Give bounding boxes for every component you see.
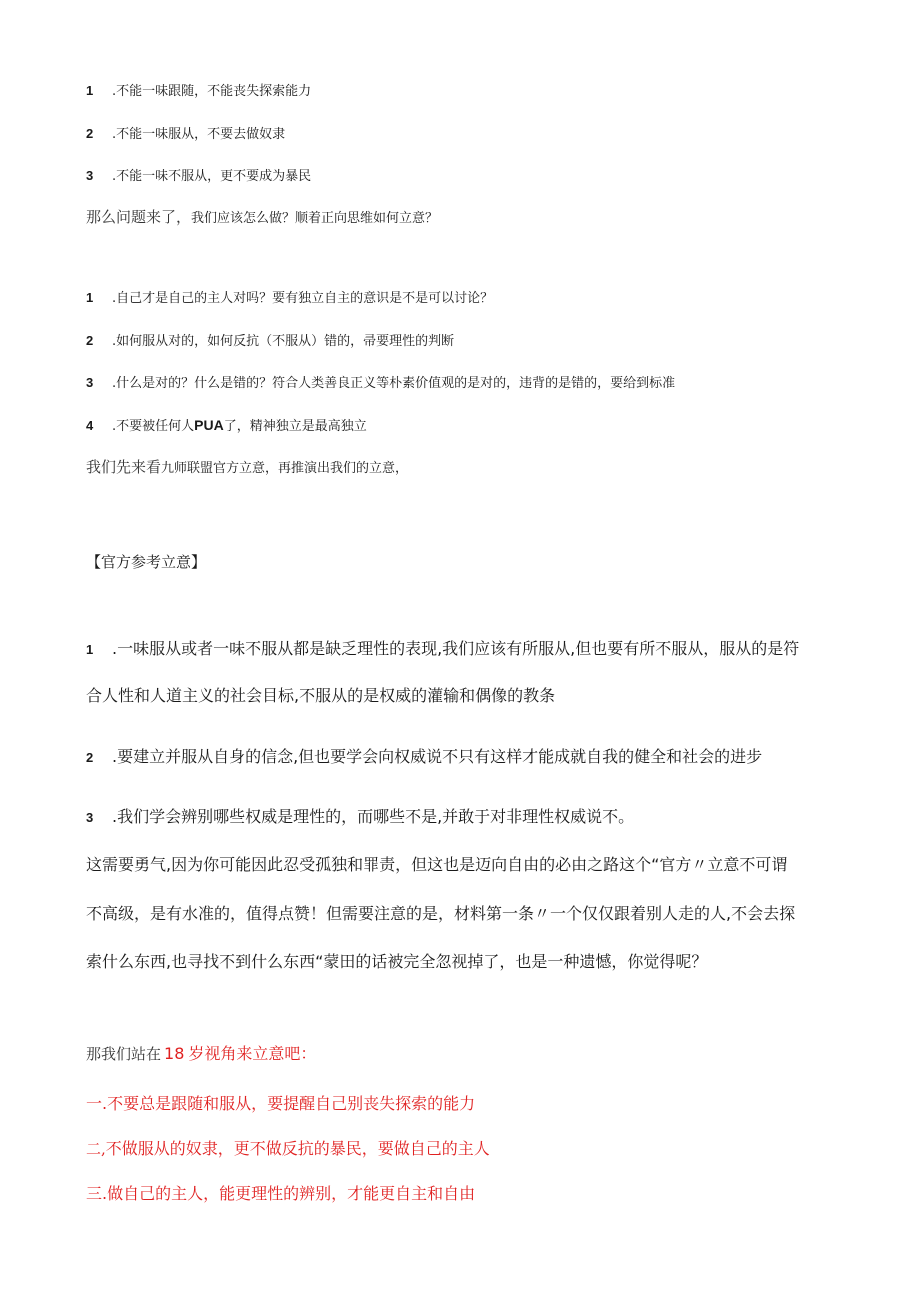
point-text: .一味服从或者一味不服从都是缺乏理性的表现,我们应该有所服从,但也要有所不服从，服从的是符 [112, 639, 800, 658]
list-text: .什么是对的？什么是错的？符合人类善良正义等朴素价值观的是对的，违背的是错的，要给到标准 [112, 376, 676, 391]
intro-rest: 九师联盟官方立意，再推演出我们的立意， [161, 461, 409, 476]
list-number: 2 [86, 333, 94, 348]
ours-item-2-text: 不做服从的奴隶，更不做反抗的暴民，要做自己的主人 [105, 1139, 490, 1158]
list-number: 1 [86, 290, 94, 305]
list1-item-1 [86, 84, 311, 98]
list-number: 1 [86, 83, 94, 98]
list-number: 3 [86, 168, 94, 183]
ours-item-3: 三.做自己的主人，能更理性的辨别，才能更自主和自由 [86, 1184, 476, 1203]
list-text: .自己才是自己的主人对吗？要有独立自主的意识是不是可以讨论？ [112, 291, 494, 306]
official-title: 【官方参考立意】 [86, 553, 207, 571]
ours-item-2-prefix: 二, [86, 1140, 106, 1158]
ours-rest: 岁视角来立意吧： [188, 1044, 317, 1063]
list-text: .不能一味跟随，不能丧失探索能力 [112, 84, 312, 99]
ours-lead: 那我们站在 [86, 1045, 162, 1063]
list-text: .如何服从对的，如何反抗（不服从）错的，帚要理性的判断 [112, 334, 455, 349]
ours-item-1: 一.不要总是跟随和服从，要提醒自己别丧失探索的能力 [86, 1094, 476, 1113]
ours-age: 18 [164, 1044, 185, 1063]
point-text: .我们学会辨别哪些权威是理性的，而哪些不是,并敢于对非理性权威说不。 [112, 807, 635, 826]
question-rest: 我们应该怎么做？顺着正向思维如何立意？ [191, 211, 439, 226]
list-text-pre: .不要被任何人 [112, 419, 195, 434]
ours-heading [86, 1046, 316, 1062]
question-lead: 那么问题来了， [86, 208, 192, 226]
list-number: 3 [86, 810, 94, 825]
list2-item-2 [86, 334, 454, 348]
comment-line-1: 这需要勇气,因为你可能因此忍受孤独和罪责，但这也是迈向自由的必由之路这个“官方〃立意不可谓 [86, 855, 788, 874]
list2-item-4 [86, 418, 367, 433]
list2-item-1 [86, 291, 493, 305]
list-number: 3 [86, 375, 94, 390]
comment-line-3: 索什么东西,也寻找不到什么东西“蒙田的话被完全忽视掉了，也是一种遗憾，你觉得呢？ [86, 952, 708, 971]
list-text: .不能一味服从，不要去做奴隶 [112, 127, 286, 142]
official-point-1-line1 [86, 641, 799, 657]
official-point-2 [86, 749, 762, 765]
intro-line [86, 460, 408, 475]
comment-line-2: 不高级，是有水准的，值得点赞！但需要注意的是，材料第一条〃一个仅仅跟着别人走的人,不会去探 [86, 904, 796, 923]
official-point-1-line2: 合人性和人道主义的社会目标,不服从的是权威的灌输和偶像的教条 [86, 686, 556, 705]
list-number: 4 [86, 418, 94, 433]
official-point-3 [86, 809, 634, 825]
list-text-post: 了，精神独立是最高独立 [223, 419, 367, 434]
list-number: 2 [86, 750, 94, 765]
list-number: 1 [86, 642, 94, 657]
list-text: .不能一味不服从，更不要成为暴民 [112, 169, 312, 184]
point-text: .要建立并服从自身的信念,但也要学会向权威说不只有这样才能成就自我的健全和社会的进步 [112, 747, 763, 766]
question-line [86, 210, 438, 225]
list1-item-2 [86, 127, 285, 141]
list2-item-3 [86, 376, 675, 390]
list-number: 2 [86, 126, 94, 141]
intro-lead: 我们先来看 [86, 458, 162, 476]
list1-item-3 [86, 169, 311, 183]
ours-item-2 [86, 1141, 490, 1157]
pua-word: PUA [194, 417, 224, 433]
